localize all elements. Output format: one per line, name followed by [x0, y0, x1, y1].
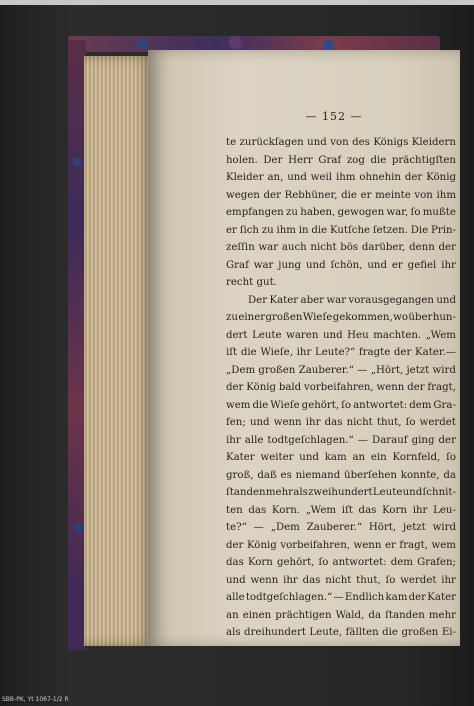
word: war — [326, 294, 347, 306]
word: ihr — [296, 347, 312, 358]
word: Korn. — [271, 504, 301, 516]
word: da — [368, 609, 382, 621]
word: und — [402, 487, 423, 498]
word: der — [393, 347, 412, 358]
word: der — [438, 434, 456, 446]
word: gekommen, — [332, 312, 393, 323]
word: Kleider — [226, 172, 264, 183]
book-page — [148, 50, 460, 646]
word: Endlich — [344, 592, 385, 603]
word: ſich — [239, 224, 259, 236]
word: Ei- — [441, 627, 456, 638]
word: wenn — [353, 539, 382, 551]
text-line — [226, 327, 456, 345]
text-line — [226, 239, 456, 257]
word: Der — [263, 154, 283, 166]
word: mußte — [422, 207, 456, 218]
text-line — [226, 134, 456, 152]
word: wird — [432, 522, 456, 533]
word: groß, — [226, 469, 254, 481]
word: dert — [226, 329, 248, 341]
word: antwortet: — [353, 399, 408, 411]
word: werdet — [419, 417, 456, 428]
word: Grafen; — [417, 557, 456, 568]
word: ſo — [410, 207, 421, 218]
word: „Wem — [305, 504, 337, 516]
word: fen; — [226, 417, 246, 428]
word: fragt, — [427, 382, 456, 393]
word: gewogen — [337, 207, 385, 218]
word: Hört, — [368, 522, 397, 533]
word: Wald, — [335, 609, 365, 621]
word: und — [249, 417, 270, 428]
word: ſetzen. — [372, 224, 408, 236]
text-line — [226, 204, 456, 222]
word: gehört, — [276, 557, 315, 568]
word: der — [407, 382, 425, 393]
word: fällten — [345, 627, 379, 638]
word: werdet — [400, 574, 437, 586]
word: Gra- — [433, 399, 456, 411]
word: darüber, — [361, 242, 406, 253]
text-line — [226, 572, 456, 590]
word: kam — [324, 452, 347, 463]
word: todtgeſchlagen.“ — [245, 592, 333, 603]
word: an — [352, 452, 366, 463]
word: das — [226, 557, 244, 568]
page-number: — 152 — — [305, 110, 363, 123]
word: wenn — [376, 382, 405, 393]
word: weil — [310, 172, 333, 183]
word: zu — [226, 312, 238, 323]
word: Korn — [382, 504, 407, 516]
word: Kater — [226, 452, 255, 463]
word: Graf — [318, 154, 342, 166]
word: war — [258, 242, 279, 253]
word: machten. — [373, 329, 422, 341]
word: das — [248, 504, 267, 516]
word: nicht — [346, 417, 373, 428]
text-line — [226, 502, 456, 520]
word: daß — [257, 469, 277, 481]
word: König — [246, 539, 277, 551]
word: und — [305, 259, 326, 271]
word: dem — [409, 399, 432, 411]
word: der — [438, 242, 456, 253]
text-line — [226, 519, 456, 537]
word: und — [436, 294, 456, 306]
word: er — [384, 539, 396, 551]
text-line — [226, 362, 456, 380]
word: Prin- — [430, 224, 456, 236]
word: als — [293, 487, 308, 498]
word: aber — [300, 294, 325, 306]
word: ihr — [441, 259, 456, 271]
word: großen — [401, 627, 439, 638]
word: zeſſin — [226, 242, 255, 253]
word: und — [287, 172, 307, 183]
word: und — [299, 452, 319, 463]
word: thut, — [376, 417, 402, 428]
word: das — [302, 574, 321, 586]
word: zurückſagen — [239, 137, 304, 148]
word: und — [226, 574, 246, 586]
text-line — [226, 624, 456, 642]
word: die — [252, 399, 269, 411]
word: überſehen — [344, 469, 397, 481]
word: denn — [409, 242, 435, 253]
word: ihm — [276, 224, 296, 236]
word: und — [322, 329, 343, 341]
word: Leute, — [309, 627, 343, 638]
word: an — [226, 609, 239, 621]
word: hun- — [432, 312, 456, 323]
word: Wieſe — [270, 399, 300, 411]
word: Korn — [247, 557, 273, 568]
word: die — [311, 224, 328, 236]
text-line — [226, 397, 456, 415]
word: haben, — [300, 207, 336, 218]
text-line — [226, 344, 456, 362]
word: ihr — [283, 574, 298, 586]
word: von — [330, 137, 349, 148]
word: dem — [390, 557, 413, 568]
word: te?“ — [226, 522, 247, 533]
word: die — [370, 154, 387, 166]
word: ſo — [385, 574, 396, 586]
word: Wieſe — [302, 312, 333, 323]
word: Der — [248, 294, 268, 306]
word: wenn — [273, 417, 302, 428]
word: gehört, — [301, 399, 340, 411]
word: te — [226, 137, 237, 148]
word: des — [352, 137, 370, 148]
word: waren — [286, 329, 319, 341]
word: es — [280, 469, 292, 481]
word: iſt — [226, 347, 238, 358]
word: Leute?“ — [315, 347, 356, 358]
word: Zauberer.“ — [298, 364, 354, 376]
word: „Dem — [270, 522, 300, 533]
word: der — [408, 592, 427, 603]
word: zu — [286, 207, 298, 218]
word: der — [226, 382, 244, 393]
text-line — [226, 414, 456, 432]
text-line — [226, 467, 456, 485]
word: „Dem — [226, 364, 256, 376]
word: Kornfeld, — [392, 452, 441, 463]
body-text — [226, 134, 456, 642]
text-line — [226, 537, 456, 555]
word: Wieſe, — [260, 347, 293, 358]
word: großen — [258, 364, 296, 376]
word: wenn — [250, 574, 279, 586]
text-line — [226, 432, 456, 450]
word: er — [391, 259, 403, 271]
word: — — [253, 522, 264, 533]
word: König — [246, 382, 277, 393]
word: bös — [340, 242, 359, 253]
word: jung — [278, 259, 302, 271]
word: das — [358, 504, 377, 516]
word: ſo — [318, 557, 329, 568]
word: mehr — [265, 487, 293, 498]
word: ihr — [412, 504, 428, 516]
word: Die — [410, 224, 429, 236]
word: alle — [226, 592, 245, 603]
word: großen — [265, 312, 303, 323]
word: ten — [226, 504, 243, 516]
word: antwortet: — [332, 557, 387, 568]
word: prächtigſten — [391, 154, 456, 166]
word: nicht — [310, 242, 337, 253]
word: und — [307, 137, 327, 148]
word: zu — [261, 224, 274, 236]
text-line: recht gut. — [226, 277, 277, 288]
word: weiter — [260, 452, 294, 463]
word: über — [408, 312, 433, 323]
word: ſo — [446, 452, 456, 463]
word: konnte, — [400, 469, 440, 481]
word: das — [324, 417, 343, 428]
word: gefiel — [407, 259, 437, 271]
word: niemand — [295, 469, 341, 481]
word: zweihundert — [308, 487, 373, 498]
word: er — [226, 224, 237, 236]
word: nicht — [325, 574, 352, 586]
text-line — [226, 607, 456, 625]
text-line — [226, 222, 456, 240]
word: Zauberer.“ — [306, 522, 363, 533]
word: der — [226, 539, 244, 551]
word: Herr — [288, 154, 313, 166]
word: Königs — [373, 137, 409, 148]
word: als — [226, 627, 241, 638]
word: wegen — [226, 189, 260, 201]
word: Leute — [252, 329, 282, 341]
word: der — [263, 189, 281, 201]
word: die — [341, 189, 357, 201]
word: „Hört, — [370, 364, 404, 376]
word: mehr — [428, 609, 456, 621]
word: ſtanden — [385, 609, 425, 621]
word: König — [426, 172, 456, 183]
text-line — [226, 309, 456, 327]
word: ihm — [436, 189, 456, 201]
word: die — [240, 347, 257, 358]
word: Leu- — [433, 504, 456, 516]
word: auch — [281, 242, 307, 253]
word: ihr — [441, 574, 456, 586]
word: war — [253, 259, 274, 271]
text-line — [226, 187, 456, 205]
word: Heu — [347, 329, 369, 341]
text-line — [226, 449, 456, 467]
word: Kater.— — [415, 347, 456, 358]
word: war, — [386, 207, 409, 218]
word: ſchön, — [330, 259, 363, 271]
word: Rebhüner, — [284, 189, 338, 201]
word: kam — [385, 592, 408, 603]
word: da — [443, 469, 456, 481]
word: ſtanden — [226, 487, 266, 498]
word: einen — [242, 609, 272, 621]
word: bald — [278, 382, 302, 393]
word: wird — [432, 364, 456, 376]
text-line — [226, 257, 456, 275]
word: von — [414, 189, 433, 201]
word: „Wem — [425, 329, 456, 341]
word: ein — [370, 452, 387, 463]
word: einer — [238, 312, 266, 323]
word: empfangen — [226, 207, 284, 218]
text-line — [226, 484, 456, 502]
word: ſo — [405, 417, 416, 428]
text-line — [226, 169, 456, 187]
word: Kater — [427, 592, 456, 603]
word: ſchnit- — [422, 487, 456, 498]
word: — — [357, 434, 368, 446]
word: fragt, — [399, 539, 428, 551]
word: thut, — [356, 574, 381, 586]
word: dreihundert — [244, 627, 306, 638]
word: in — [298, 224, 309, 236]
word: ihr — [305, 417, 321, 428]
word: ohnehin — [359, 172, 401, 183]
word: Kleidern — [411, 137, 456, 148]
word: todtgeſchlagen.“ — [267, 434, 354, 446]
word: ihm — [335, 172, 356, 183]
word: wo — [393, 312, 408, 323]
word: Darauf — [372, 434, 408, 446]
text-line — [226, 589, 456, 607]
word: der — [404, 172, 423, 183]
word: meinte — [375, 189, 411, 201]
word: alle — [244, 434, 264, 446]
word: iſt — [341, 504, 353, 516]
text-line — [226, 292, 456, 310]
word: zog — [346, 154, 365, 166]
scan-top-bar — [0, 0, 474, 5]
word: Graf — [226, 259, 249, 271]
word: wem — [226, 399, 251, 411]
word: Kater — [269, 294, 299, 306]
page-edges — [84, 56, 154, 646]
word: er — [360, 189, 372, 201]
word: vorbeifahren, — [280, 539, 350, 551]
shelfmark-label: SBB-PK, Yt 1067-1/2 R — [2, 696, 69, 703]
word: ging — [411, 434, 435, 446]
word: ſo — [341, 399, 352, 411]
word: vorbeifahren, — [304, 382, 374, 393]
word: wem — [431, 539, 456, 551]
word: — — [333, 592, 344, 603]
word: holen. — [226, 154, 258, 166]
word: die — [382, 627, 398, 638]
word: prächtigen — [275, 609, 332, 621]
word: jetzt — [406, 364, 430, 376]
word: Leute — [372, 487, 403, 498]
word: ihr — [226, 434, 241, 446]
word: fragte — [358, 347, 391, 358]
word: Kutſche — [329, 224, 371, 236]
word: jetzt — [403, 522, 426, 533]
word: vorausgegangen — [348, 294, 434, 306]
text-line — [226, 379, 456, 397]
word: und — [367, 259, 388, 271]
text-line — [226, 152, 456, 170]
word: — — [357, 364, 368, 376]
text-line — [226, 554, 456, 572]
word: an, — [267, 172, 284, 183]
